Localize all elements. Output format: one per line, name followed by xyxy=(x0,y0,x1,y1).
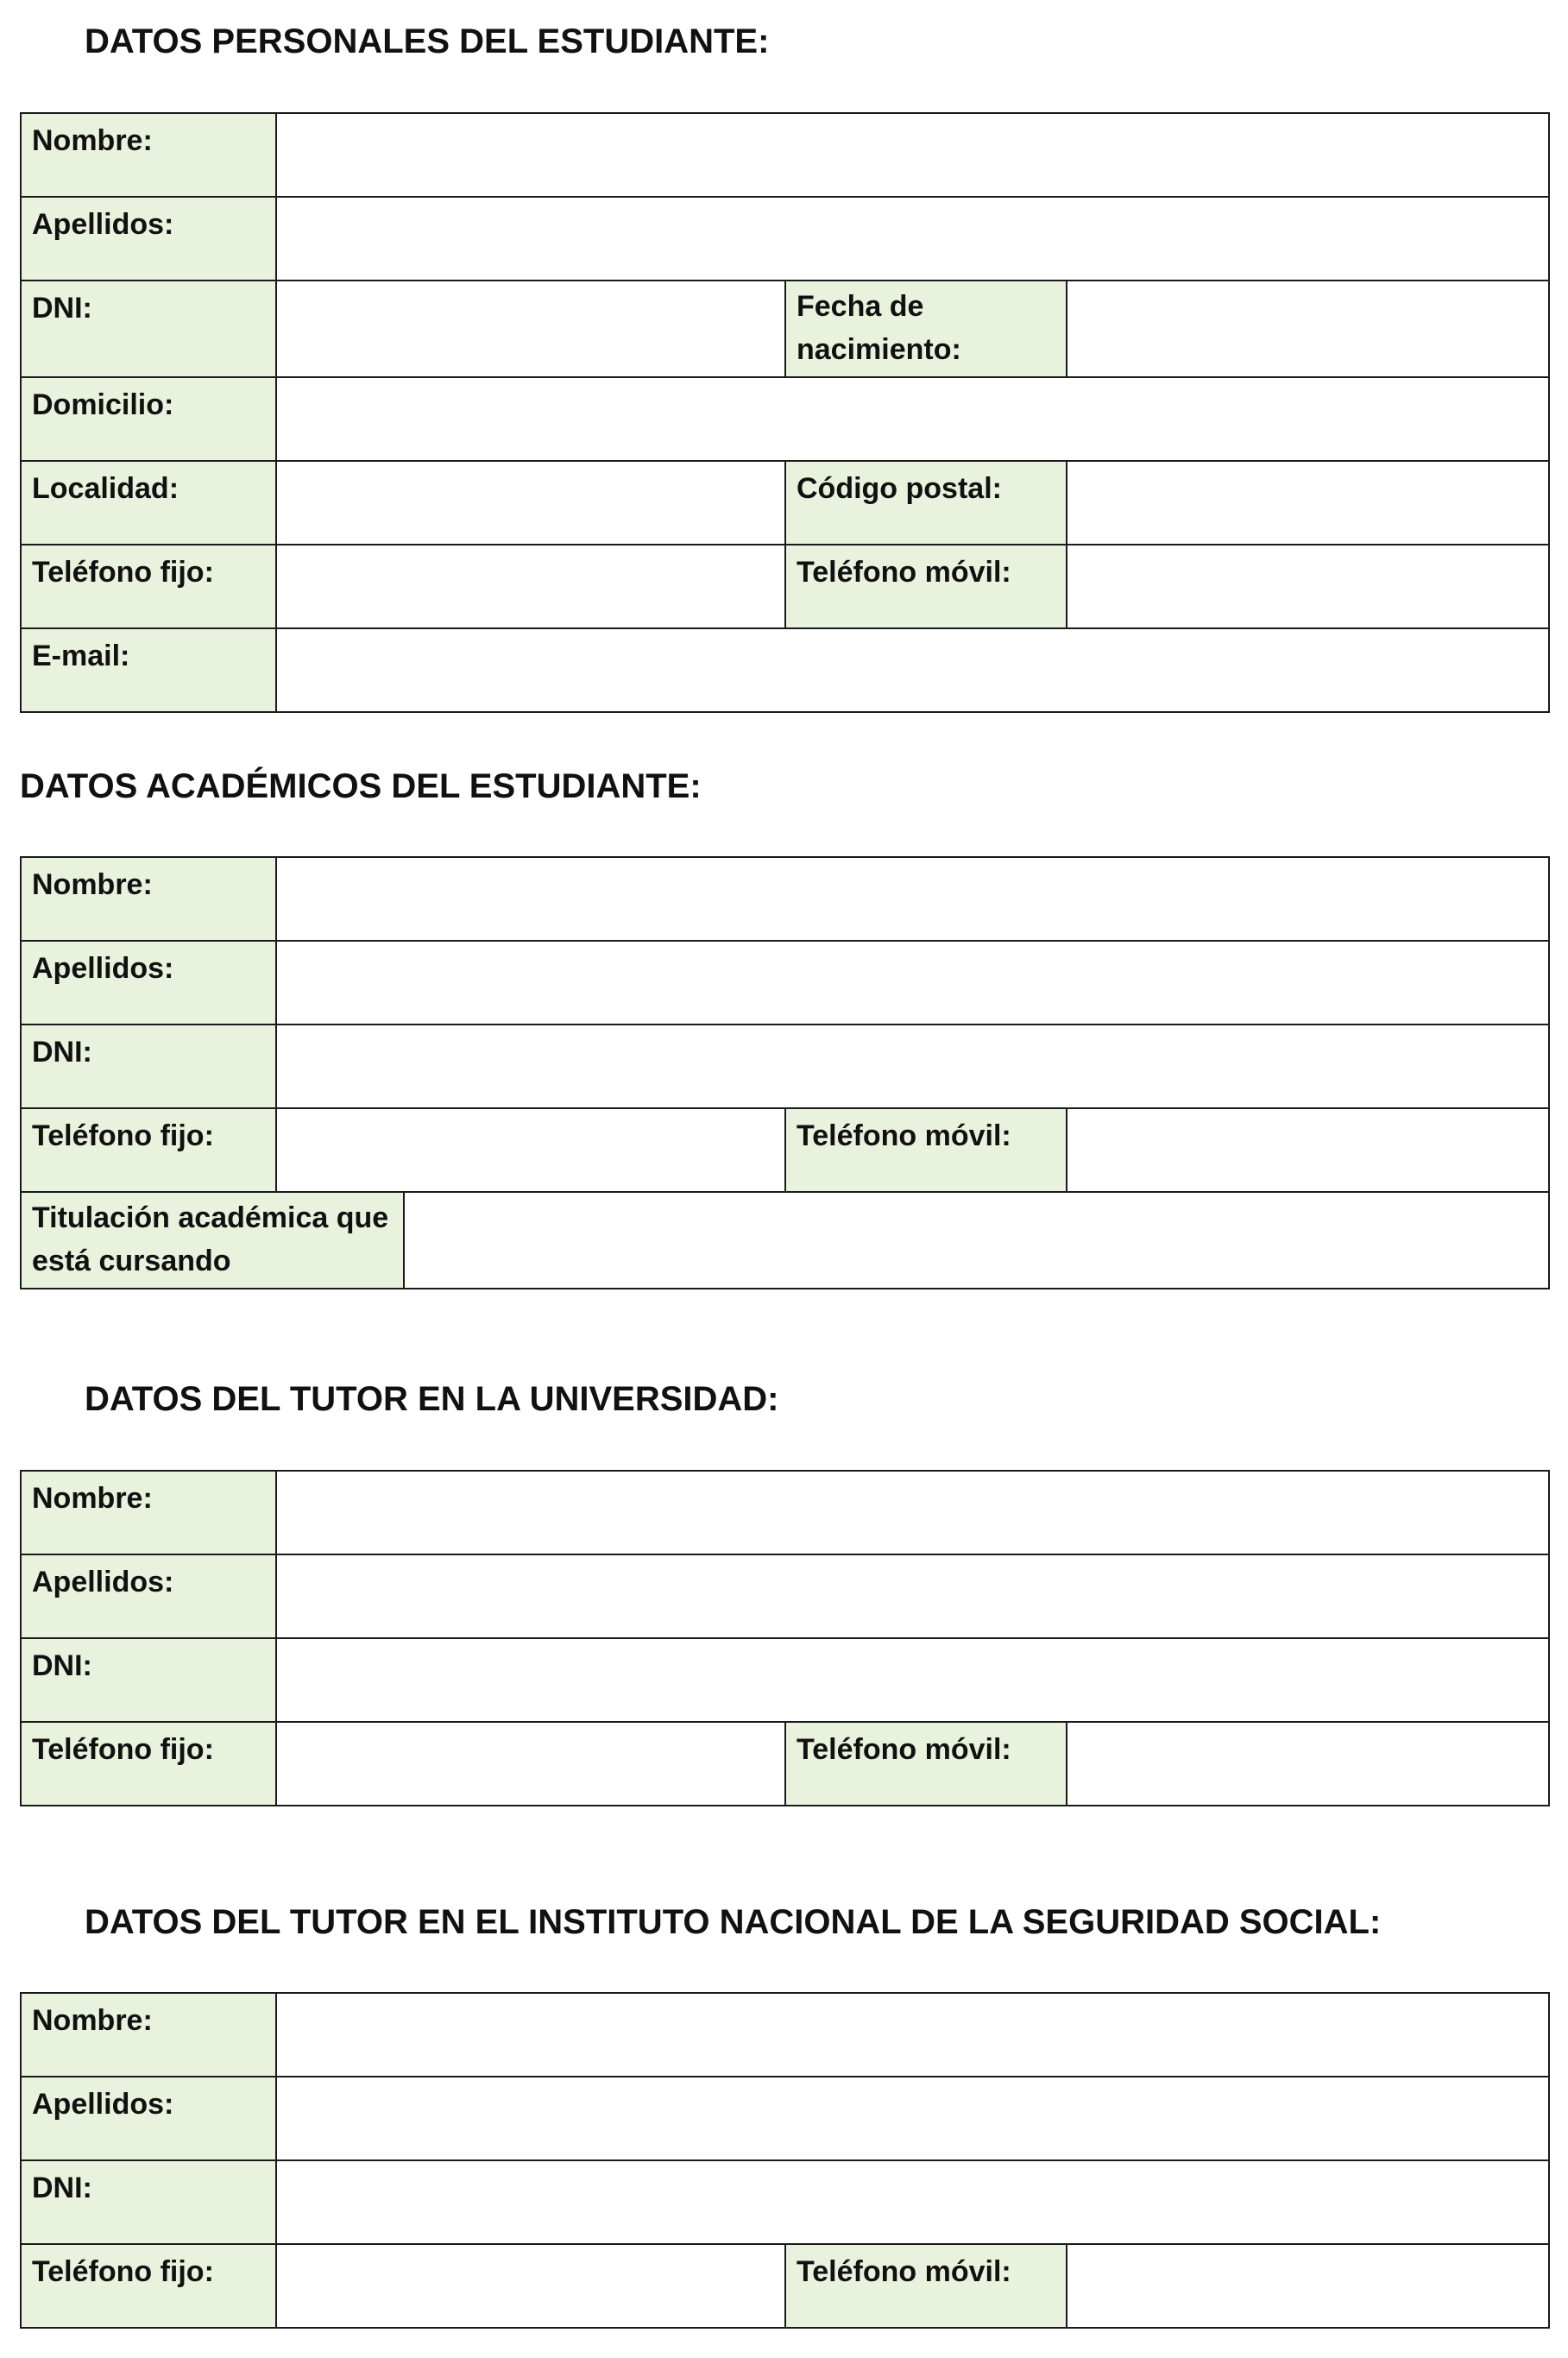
univ-apellidos-label: Apellidos: xyxy=(21,1554,276,1638)
table-row xyxy=(21,1108,1549,1192)
inss-dni-label: DNI: xyxy=(21,2160,276,2244)
table-row xyxy=(21,281,1549,377)
titulacion-label: Titulación académica que está cursando xyxy=(21,1192,404,1289)
univ-dni-label: DNI: xyxy=(21,1638,276,1722)
univ-nombre-label: Nombre: xyxy=(21,1471,276,1554)
academic-telefono-movil-label: Teléfono móvil: xyxy=(785,1108,1067,1192)
academic-telefono-fijo-label: Teléfono fijo: xyxy=(21,1108,276,1192)
inss-dni-field[interactable] xyxy=(276,2160,1549,2244)
academic-nombre-field[interactable] xyxy=(276,857,1549,941)
fecha-nacimiento-field[interactable] xyxy=(1067,281,1549,377)
inss-nombre-field[interactable] xyxy=(276,1993,1549,2077)
academic-apellidos-field[interactable] xyxy=(276,941,1549,1025)
table-row xyxy=(21,1993,1549,2077)
email-field[interactable] xyxy=(276,628,1549,712)
university-tutor-table xyxy=(20,1470,1550,1806)
table-row xyxy=(21,545,1549,628)
nombre-label: Nombre: xyxy=(21,113,276,197)
table-row xyxy=(21,1722,1549,1806)
codigo-postal-label: Código postal: xyxy=(785,461,1067,545)
academic-dni-field[interactable] xyxy=(276,1025,1549,1108)
titulacion-field[interactable] xyxy=(404,1192,1549,1289)
univ-nombre-field[interactable] xyxy=(276,1471,1549,1554)
table-row xyxy=(21,461,1549,545)
apellidos-field[interactable] xyxy=(276,197,1549,281)
academic-telefono-movil-field[interactable] xyxy=(1067,1108,1549,1192)
academic-section-title: DATOS ACADÉMICOS DEL ESTUDIANTE: xyxy=(20,767,702,805)
table-row xyxy=(21,377,1549,461)
domicilio-field[interactable] xyxy=(276,377,1549,461)
table-row xyxy=(21,2160,1549,2244)
univ-apellidos-field[interactable] xyxy=(276,1554,1549,1638)
dni-field[interactable] xyxy=(276,281,785,377)
table-row xyxy=(21,1471,1549,1554)
telefono-fijo-field[interactable] xyxy=(276,545,785,628)
telefono-movil-label: Teléfono móvil: xyxy=(785,545,1067,628)
table-row xyxy=(21,197,1549,281)
inss-apellidos-field[interactable] xyxy=(276,2077,1549,2160)
apellidos-label: Apellidos: xyxy=(21,197,276,281)
telefono-fijo-label: Teléfono fijo: xyxy=(21,545,276,628)
fecha-nacimiento-label: Fecha de nacimiento: xyxy=(785,281,1067,377)
univ-telefono-movil-label: Teléfono móvil: xyxy=(785,1722,1067,1806)
university-tutor-section-title: DATOS DEL TUTOR EN LA UNIVERSIDAD: xyxy=(85,1380,779,1418)
inss-tutor-section-title: DATOS DEL TUTOR EN EL INSTITUTO NACIONAL DE LA SEGURIDAD SOCIAL: xyxy=(85,1903,1382,1941)
univ-telefono-movil-field[interactable] xyxy=(1067,1722,1549,1806)
table-row xyxy=(21,2244,1549,2328)
dni-label: DNI: xyxy=(21,281,276,377)
localidad-field[interactable] xyxy=(276,461,785,545)
inss-telefono-fijo-label: Teléfono fijo: xyxy=(21,2244,276,2328)
email-label: E-mail: xyxy=(21,628,276,712)
domicilio-label: Domicilio: xyxy=(21,377,276,461)
academic-telefono-fijo-field[interactable] xyxy=(276,1108,785,1192)
academic-apellidos-label: Apellidos: xyxy=(21,941,276,1025)
table-row xyxy=(21,2077,1549,2160)
table-row xyxy=(21,857,1549,941)
univ-telefono-fijo-label: Teléfono fijo: xyxy=(21,1722,276,1806)
univ-dni-field[interactable] xyxy=(276,1638,1549,1722)
academic-dni-label: DNI: xyxy=(21,1025,276,1108)
table-row xyxy=(21,941,1549,1025)
univ-telefono-fijo-field[interactable] xyxy=(276,1722,785,1806)
academic-data-table xyxy=(20,856,1550,1289)
table-row xyxy=(21,1638,1549,1722)
academic-nombre-label: Nombre: xyxy=(21,857,276,941)
table-row xyxy=(21,1554,1549,1638)
telefono-movil-field[interactable] xyxy=(1067,545,1549,628)
personal-section-title: DATOS PERSONALES DEL ESTUDIANTE: xyxy=(85,22,770,60)
inss-nombre-label: Nombre: xyxy=(21,1993,276,2077)
table-row xyxy=(21,113,1549,197)
table-row xyxy=(21,1192,1549,1289)
inss-telefono-movil-label: Teléfono móvil: xyxy=(785,2244,1067,2328)
inss-apellidos-label: Apellidos: xyxy=(21,2077,276,2160)
codigo-postal-field[interactable] xyxy=(1067,461,1549,545)
inss-telefono-movil-field[interactable] xyxy=(1067,2244,1549,2328)
table-row xyxy=(21,628,1549,712)
nombre-field[interactable] xyxy=(276,113,1549,197)
localidad-label: Localidad: xyxy=(21,461,276,545)
inss-telefono-fijo-field[interactable] xyxy=(276,2244,785,2328)
inss-tutor-table xyxy=(20,1992,1550,2329)
table-row xyxy=(21,1025,1549,1108)
personal-data-table xyxy=(20,112,1550,713)
